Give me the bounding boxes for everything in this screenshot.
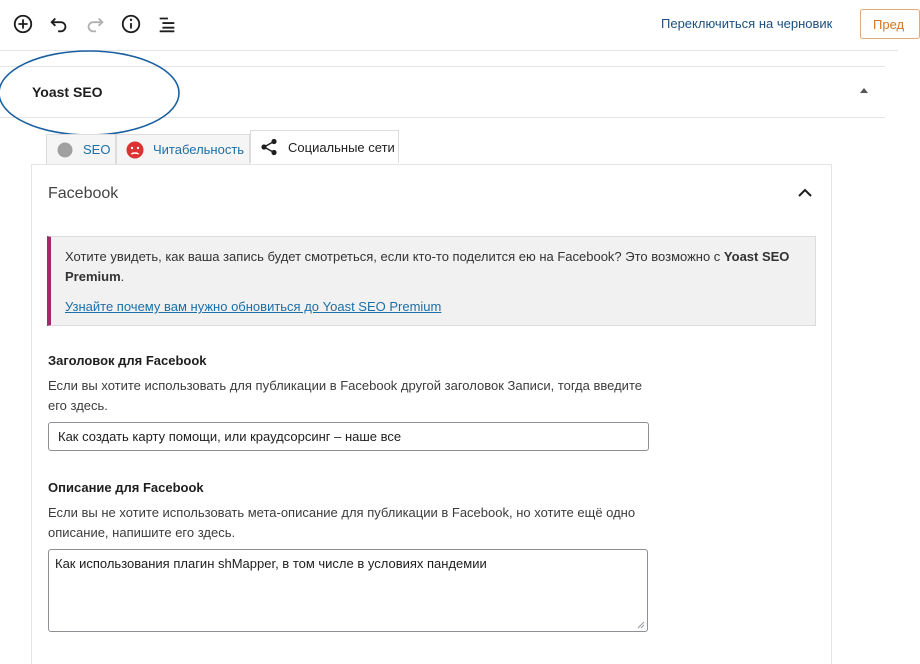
upsell-brand: Yoast SEO Premium [65, 249, 790, 284]
resize-handle-icon[interactable] [636, 620, 645, 629]
tab-social[interactable] [250, 130, 399, 163]
caret-up-icon[interactable] [857, 85, 871, 97]
gray-dot-icon [57, 142, 73, 158]
sad-face-icon [126, 141, 144, 159]
facebook-section-title: Facebook [48, 185, 119, 202]
tab-label: SEO [83, 142, 111, 157]
social-tab-content [31, 164, 832, 664]
textarea-value: Как использования плагин shMapper, в том числе в условиях пандемии [55, 556, 487, 571]
facebook-title-input[interactable]: Как создать карту помощи, или краудсорсинг – наше все [48, 422, 649, 451]
facebook-description-help: Если вы не хотите использовать мета-описание для публикации в Facebook, но хотите ещё одно описание, напишите его здесь. [48, 505, 636, 540]
editor-toolbar [0, 0, 905, 51]
tab-label: Социальные сети [288, 139, 395, 155]
undo-icon[interactable] [47, 12, 71, 36]
facebook-description-textarea[interactable] [48, 549, 648, 632]
switch-to-draft-link[interactable]: Переключиться на черновик [661, 16, 833, 31]
facebook-description-label: Описание для Facebook [48, 480, 204, 495]
outline-icon[interactable] [155, 12, 179, 36]
redo-icon[interactable] [83, 12, 107, 36]
share-icon [260, 138, 278, 156]
tab-label: Читабельность [153, 142, 245, 157]
preview-button[interactable]: Пред [860, 9, 920, 39]
info-icon[interactable] [119, 12, 143, 36]
add-block-icon[interactable] [11, 12, 35, 36]
tab-readability[interactable] [116, 134, 250, 164]
upgrade-link[interactable]: Узнайте почему вам нужно обновиться до Yoast SEO Premium [65, 299, 442, 314]
facebook-title-label: Заголовок для Facebook [48, 353, 207, 368]
facebook-title-help: Если вы хотите использовать для публикации в Facebook другой заголовок Записи, тогда введите его здесь. [48, 378, 642, 413]
tab-seo[interactable] [46, 134, 116, 164]
annotation-ellipse [0, 50, 185, 140]
upsell-text: Хотите увидеть, как ваша запись будет смотреться, если кто-то поделится ею на Facebook? Это возможно с Yoast SEO Premium. [65, 249, 790, 284]
premium-upsell-notice [47, 236, 816, 326]
chevron-up-icon[interactable] [797, 187, 813, 199]
panel-title: Yoast SEO [32, 84, 103, 100]
